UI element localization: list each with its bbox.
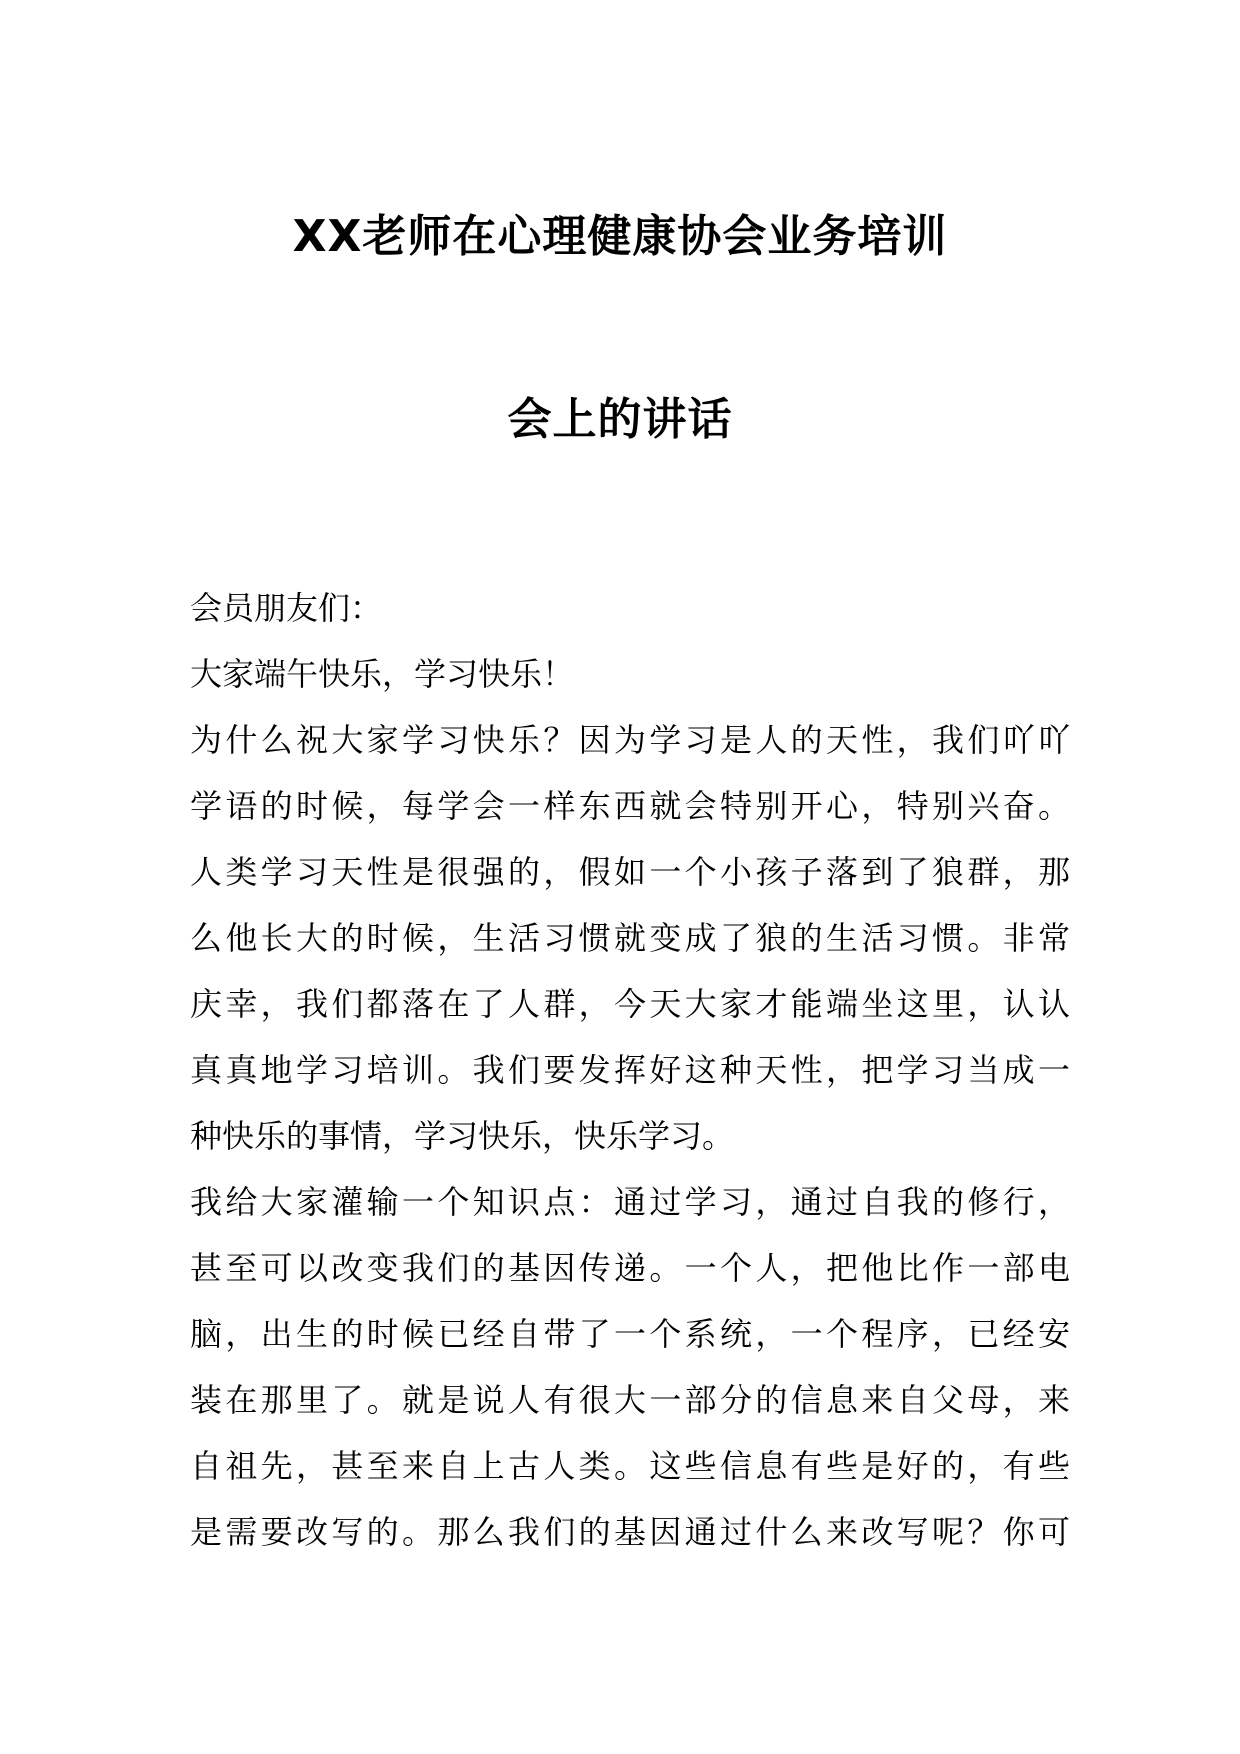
body-line: 人类学习天性是很强的，假如一个小孩子落到了狼群，那 — [190, 853, 1070, 891]
body-line: 种快乐的事情，学习快乐，快乐学习。 — [190, 1117, 735, 1155]
greeting-line: 大家端午快乐，学习快乐！ — [190, 655, 575, 693]
body-line: 自祖先，甚至来自上古人类。这些信息有些是好的，有些 — [190, 1447, 1070, 1485]
body-line: 真真地学习培训。我们要发挥好这种天性，把学习当成一 — [190, 1051, 1070, 1089]
body-line: 学语的时候，每学会一样东西就会特别开心，特别兴奋。 — [190, 787, 1070, 825]
body-line: 是需要改写的。那么我们的基因通过什么来改写呢？你可 — [190, 1513, 1070, 1551]
body-line: 装在那里了。就是说人有很大一部分的信息来自父母，来 — [190, 1381, 1070, 1419]
document-title-line-1: XX老师在心理健康协会业务培训 — [292, 211, 948, 262]
salutation: 会员朋友们： — [190, 589, 383, 627]
document-body — [190, 575, 1070, 1565]
body-line: 庆幸，我们都落在了人群，今天大家才能端坐这里，认认 — [190, 985, 1070, 1023]
document-title-line-2: 会上的讲话 — [507, 394, 733, 445]
body-line: 脑，出生的时候已经自带了一个系统，一个程序，已经安 — [190, 1315, 1070, 1353]
body-line: 我给大家灌输一个知识点：通过学习，通过自我的修行， — [190, 1183, 1070, 1221]
body-line: 么他长大的时候，生活习惯就变成了狼的生活习惯。非常 — [190, 919, 1070, 957]
body-line: 为什么祝大家学习快乐？因为学习是人的天性，我们吖吖 — [190, 721, 1070, 759]
body-line: 甚至可以改变我们的基因传递。一个人，把他比作一部电 — [190, 1249, 1070, 1287]
